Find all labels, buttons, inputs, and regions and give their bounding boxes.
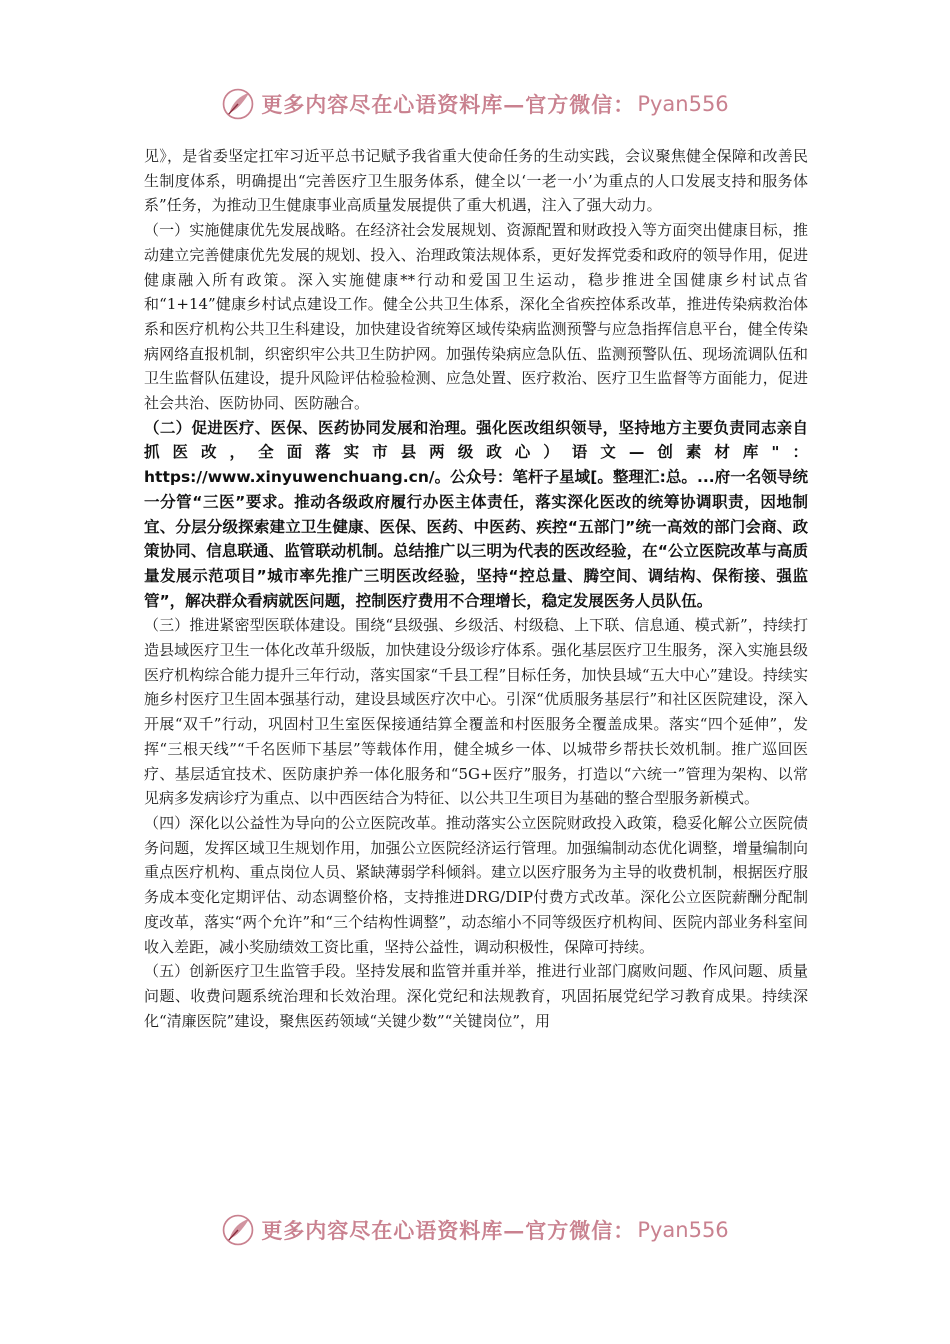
document-body	[144, 144, 808, 1033]
watermark-banner-top	[0, 84, 950, 124]
watermark-text: 更多内容尽在心语资料库—官方微信：	[261, 1218, 636, 1243]
paragraph-section-4: （四）深化以公益性为导向的公立医院改革。推动落实公立医院财政投入政策，稳妥化解公立医院债务问题，发挥区域卫生规划作用，加强公立医院经济运行管理。加强编制动态优化调整，增量编制向重点医疗机构、重点岗位人员、紧缺薄弱学科倾斜。建立以医疗服务为主导的收费机制，根据医疗服务成本变化定期评估、动态调整价格，支持推进DRG/DIP付费方式改革。深化公立医院薪酬分配制度改革，落实“两个允许”和“三个结构性调整”，动态缩小不同等级医疗机构间、医院内部业务科室间收入差距，减小奖励绩效工资比重，坚持公益性，调动积极性，保障可持续。	[144, 813, 808, 956]
watermark-wechat-id: Pyan556	[637, 1218, 729, 1242]
watermark-text: 更多内容尽在心语资料库—官方微信：	[261, 92, 636, 117]
feather-pen-logo-icon	[221, 87, 255, 121]
paragraph-section-3: （三）推进紧密型医联体建设。围绕“县级强、乡级活、村级稳、上下联、信息通、模式新”，持续打造县域医疗卫生一体化改革升级版，加快建设分级诊疗体系。强化基层医疗卫生服务，深入实施县级医疗机构综合能力提升三年行动，落实国家“千县工程”目标任务，加快县域“五大中心”建设。持续实施乡村医疗卫生固本强基行动，建设县域医疗次中心。引深“优质服务基层行”和社区医院建设，深入开展“双千”行动，巩固村卫生室医保接通结算全覆盖和村医服务全覆盖成果。落实“四个延伸”，发挥“三根天线”“千名医师下基层”等载体作用，健全城乡一体、以城带乡帮扶长效机制。推广巡回医疗、基层适宜技术、医防康护养一体化服务和“5G+医疗”服务，打造以“六统一”管理为架构、以常见病多发病诊疗为重点、以中西医结合为特征、以公共卫生项目为基础的整合型服务新模式。	[144, 616, 808, 808]
paragraph-section-1: （一）实施健康优先发展战略。在经济社会发展规划、资源配置和财政投入等方面突出健康目标，推动建立完善健康优先发展的规划、投入、治理政策法规体系，更好发挥党委和政府的领导作用，促进健康融入所有政策。深入实施健康**行动和爱国卫生运动，稳步推进全国健康乡村试点省和“1+14”健康乡村试点建设工作。健全公共卫生体系，深化全省疾控体系改革，推进传染病救治体系和医疗机构公共卫生科建设，加快建设省统筹区域传染病监测预警与应急指挥信息平台，健全传染病网络直报机制，织密织牢公共卫生防护网。加强传染病应急队伍、监测预警队伍、现场流调队伍和卫生监督队伍建设，提升风险评估检验检测、应急处置、医疗救治、医疗卫生监督等方面能力，促进社会共治、医防协同、医防融合。	[144, 221, 808, 413]
paragraph-section-5: （五）创新医疗卫生监管手段。坚持发展和监管并重并举，推进行业部门腐败问题、作风问题、质量问题、收费问题系统治理和长效治理。深化党纪和法规教育，巩固拓展党纪学习教育成果。持续深化“清廉医院”建设，聚焦医药领域“关键少数”“关键岗位”，用	[144, 962, 808, 1030]
watermark-wechat-id: Pyan556	[637, 92, 729, 116]
feather-pen-logo-icon	[221, 1213, 255, 1247]
paragraph-intro: 见》，是省委坚定扛牢习近平总书记赋予我省重大使命任务的生动实践，会议聚焦健全保障和改善民生制度体系，明确提出“完善医疗卫生服务体系，健全以‘一老一小’为重点的人口发展支持和服务体系”任务，为推动卫生健康事业高质量发展提供了重大机遇，注入了强大动力。	[144, 147, 808, 215]
paragraph-section-2: （二）促进医疗、医保、医药协同发展和治理。强化医改组织领导，坚持地方主要负责同志亲自抓医改，全面落实市县两级政心）语文—创素材库"：https://www.xinyuwenchuang.cn/。公众号：笔杆子星域[。整理汇:总。...府一名领导统一分管“三医”要求。推动各级政府履行办医主体责任，落实深化医改的统筹协调职责，因地制宜、分层分级探索建立卫生健康、医保、医药、中医药、疾控“五部门”统一高效的部门会商、政策协同、信息联通、监管联动机制。总结推广以三明为代表的医改经验，在“公立医院改革与高质量发展示范项目”城市率先推广三明医改经验，坚持“控总量、腾空间、调结构、保衔接、强监管”，解决群众看病就医问题，控制医疗费用不合理增长，稳定发展医务人员队伍。	[144, 418, 808, 610]
watermark-banner-bottom	[0, 1210, 950, 1250]
